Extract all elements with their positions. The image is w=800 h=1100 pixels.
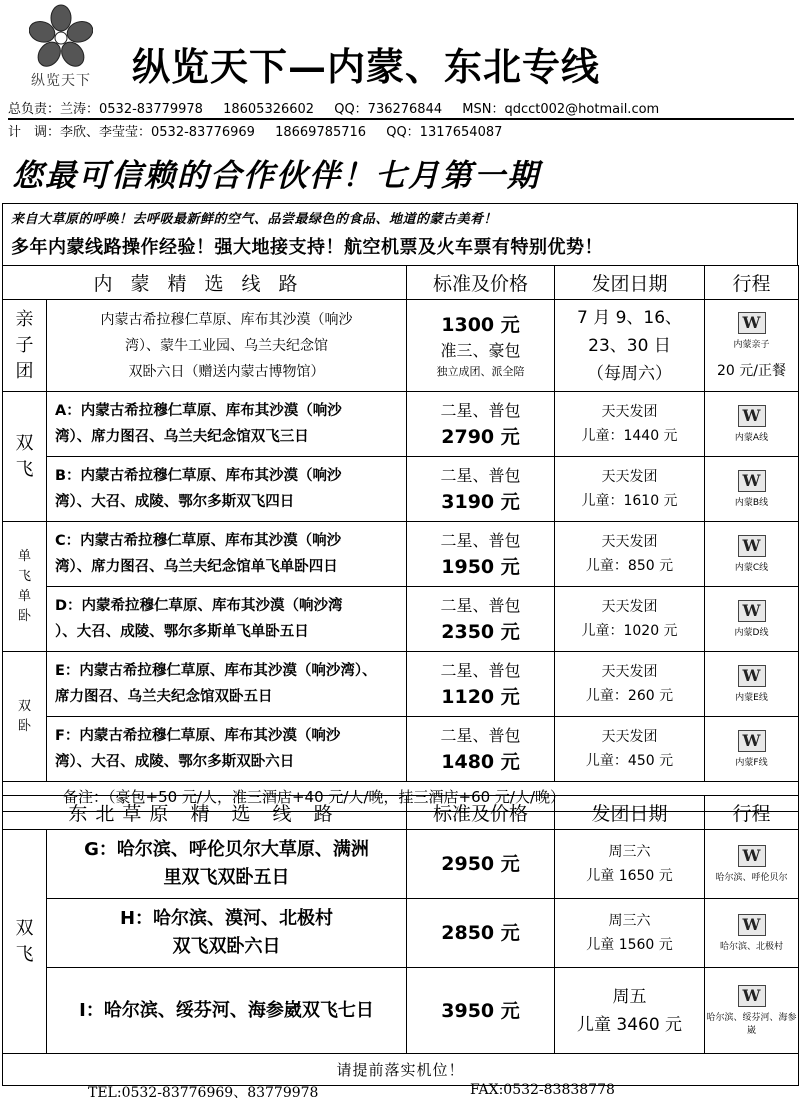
word-doc-icon[interactable]: W — [738, 600, 766, 622]
date-cell: 天天发团 儿童：1440 元 — [555, 392, 705, 457]
word-doc-icon[interactable]: W — [738, 405, 766, 427]
price-cell: 二星、普包 1480 元 — [407, 717, 555, 782]
price-cell: 3950 元 — [407, 968, 555, 1054]
company-logo — [6, 4, 116, 92]
table-header-row — [3, 266, 799, 300]
promo-line-2: 多年内蒙线路操作经验！强大地接支持！航空机票及火车票有特别优势！ — [11, 237, 603, 258]
header-route: 东北草原 精 选 线 路 — [3, 796, 407, 830]
price-cell: 二星、普包 1950 元 — [407, 522, 555, 587]
date-cell: 天天发团 儿童：850 元 — [555, 522, 705, 587]
page-title: 纵览天下—内蒙、东北专线 — [132, 44, 601, 89]
itinerary-cell[interactable]: W 哈尔滨、呼伦贝尔 — [705, 830, 799, 899]
category-single-flight-single-sleeper: 单 飞 单 卧 — [3, 522, 47, 652]
itinerary-cell[interactable]: W 内蒙A线 — [705, 392, 799, 457]
header-itinerary: 行程 — [705, 266, 799, 300]
northeast-route-table — [2, 795, 799, 1086]
date-cell: 天天发团 儿童：1610 元 — [555, 457, 705, 522]
table-row — [3, 652, 799, 717]
word-doc-icon[interactable]: W — [738, 845, 766, 867]
meal-price: 20 元/正餐 — [717, 362, 786, 379]
promo-box — [2, 203, 798, 265]
word-doc-icon[interactable]: W — [738, 470, 766, 492]
route-description: 内蒙古希拉穆仁草原、库布其沙漠（响沙 湾）、蒙牛工业园、乌兰夫纪念馆 双卧六日（赠送内蒙古博物馆） — [47, 300, 407, 392]
table-row — [3, 522, 799, 587]
table-row — [3, 300, 799, 392]
contact-manager: 总负责：兰涛：0532-83779978 — [8, 102, 203, 117]
price-cell: 2850 元 — [407, 899, 555, 968]
logo-text: 纵览天下 — [31, 73, 91, 89]
category-parent-child: 亲 子 团 — [3, 300, 47, 392]
word-doc-icon[interactable]: W — [738, 535, 766, 557]
contact-mobile: 18605326602 — [223, 102, 315, 117]
table-row — [3, 392, 799, 457]
route-description: E：内蒙古希拉穆仁草原、库布其沙漠（响沙湾）、 席力图召、乌兰夫纪念馆双卧五日 — [47, 652, 407, 717]
word-doc-icon[interactable]: W — [738, 914, 766, 936]
header-price: 标准及价格 — [407, 796, 555, 830]
price-amount: 1300 元 — [441, 313, 520, 336]
table-row — [3, 587, 799, 652]
header-itinerary: 行程 — [705, 796, 799, 830]
table-row — [3, 457, 799, 522]
remark-note: 备注：（豪包+50 元/人，准三酒店+40 元/人/晚，挂三酒店+60 元/人/晚） — [3, 782, 799, 812]
itinerary-cell[interactable]: W 内蒙C线 — [705, 522, 799, 587]
word-doc-icon[interactable]: W — [738, 730, 766, 752]
route-description: I：哈尔滨、绥芬河、海参崴双飞七日 — [47, 968, 407, 1054]
confirm-row — [3, 1054, 799, 1086]
date-cell: 7 月 9、16、 23、30 日 （每周六） — [555, 300, 705, 392]
category-double-flight: 双 飞 — [3, 830, 47, 1054]
table-row — [3, 830, 799, 899]
table-row — [3, 717, 799, 782]
price-cell: 二星、普包 1120 元 — [407, 652, 555, 717]
promo-line-1: 来自大草原的呼唤！去呼吸最新鲜的空气、品尝最绿色的食品、地道的蒙古美肴！ — [11, 212, 498, 227]
word-doc-icon[interactable]: W — [738, 312, 766, 334]
price-cell: 二星、普包 2350 元 — [407, 587, 555, 652]
date-cell: 天天发团 儿童：450 元 — [555, 717, 705, 782]
itinerary-label: 内蒙亲子 — [733, 339, 770, 350]
price-cell: 二星、普包 3190 元 — [407, 457, 555, 522]
price-cell: 2950 元 — [407, 830, 555, 899]
route-description: B：内蒙古希拉穆仁草原、库布其沙漠（响沙 湾）、大召、成陵、鄂尔多斯双飞四日 — [47, 457, 407, 522]
date-cell: 周五 儿童 3460 元 — [555, 968, 705, 1054]
inner-mongolia-route-table — [2, 265, 799, 812]
itinerary-cell[interactable]: W 内蒙D线 — [705, 587, 799, 652]
price-cell — [407, 300, 555, 392]
date-cell: 天天发团 儿童：1020 元 — [555, 587, 705, 652]
itinerary-cell[interactable]: W 哈尔滨、绥芬河、海参崴 — [705, 968, 799, 1054]
confirm-note: 请提前落实机位！ — [3, 1054, 799, 1086]
date-cell: 周三六 儿童 1560 元 — [555, 899, 705, 968]
itinerary-cell[interactable]: W 内蒙E线 — [705, 652, 799, 717]
contact-planner: 计 调：李欣、李莹莹：0532-83776969 — [8, 125, 255, 140]
itinerary-cell[interactable]: W 哈尔滨、北极村 — [705, 899, 799, 968]
price-grade: 准三、豪包 — [440, 340, 521, 360]
itinerary-cell[interactable]: W 内蒙B线 — [705, 457, 799, 522]
contact-planner-qq: QQ：1317654087 — [386, 125, 503, 140]
footer-fax: FAX:0532-83838778 — [470, 1082, 615, 1098]
route-description: G：哈尔滨、呼伦贝尔大草原、满洲 里双飞双卧五日 — [47, 830, 407, 899]
header-price: 标准及价格 — [407, 266, 555, 300]
header — [0, 0, 800, 148]
price-cell: 二星、普包 2790 元 — [407, 392, 555, 457]
table-row — [3, 899, 799, 968]
word-doc-icon[interactable]: W — [738, 985, 766, 1007]
flower-logo-icon — [29, 4, 93, 68]
route-description: H：哈尔滨、漠河、北极村 双飞双卧六日 — [47, 899, 407, 968]
price-note: 独立成团、派全陪 — [436, 364, 525, 378]
table-row — [3, 968, 799, 1054]
itinerary-cell[interactable]: W 内蒙F线 — [705, 717, 799, 782]
slogan: 您最可信赖的合作伙伴！七月第一期 — [12, 158, 540, 194]
header-date: 发团日期 — [555, 266, 705, 300]
word-doc-icon[interactable]: W — [738, 665, 766, 687]
table-header-row — [3, 796, 799, 830]
contact-qq: QQ：736276844 — [334, 102, 443, 117]
route-description: A：内蒙古希拉穆仁草原、库布其沙漠（响沙 湾）、席力图召、乌兰夫纪念馆双飞三日 — [47, 392, 407, 457]
contact-line-1 — [8, 98, 794, 120]
header-route: 内蒙精选线路 — [3, 266, 407, 300]
contact-msn: MSN：qdcct002@hotmail.com — [462, 102, 660, 117]
category-double-flight: 双 飞 — [3, 392, 47, 522]
contact-planner-mobile: 18669785716 — [275, 125, 367, 140]
footer-tel: TEL:0532-83776969、83779978 — [88, 1085, 319, 1100]
header-date: 发团日期 — [555, 796, 705, 830]
route-description: F：内蒙古希拉穆仁草原、库布其沙漠（响沙 湾）、大召、成陵、鄂尔多斯双卧六日 — [47, 717, 407, 782]
category-double-sleeper: 双 卧 — [3, 652, 47, 782]
contact-line-2 — [8, 121, 518, 140]
route-description: C：内蒙古希拉穆仁草原、库布其沙漠（响沙 湾）、席力图召、乌兰夫纪念馆单飞单卧四日 — [47, 522, 407, 587]
itinerary-cell[interactable] — [705, 300, 799, 392]
date-cell: 天天发团 儿童：260 元 — [555, 652, 705, 717]
route-description: D：内蒙希拉穆仁草原、库布其沙漠（响沙湾 ）、大召、成陵、鄂尔多斯单飞单卧五日 — [47, 587, 407, 652]
date-cell: 周三六 儿童 1650 元 — [555, 830, 705, 899]
